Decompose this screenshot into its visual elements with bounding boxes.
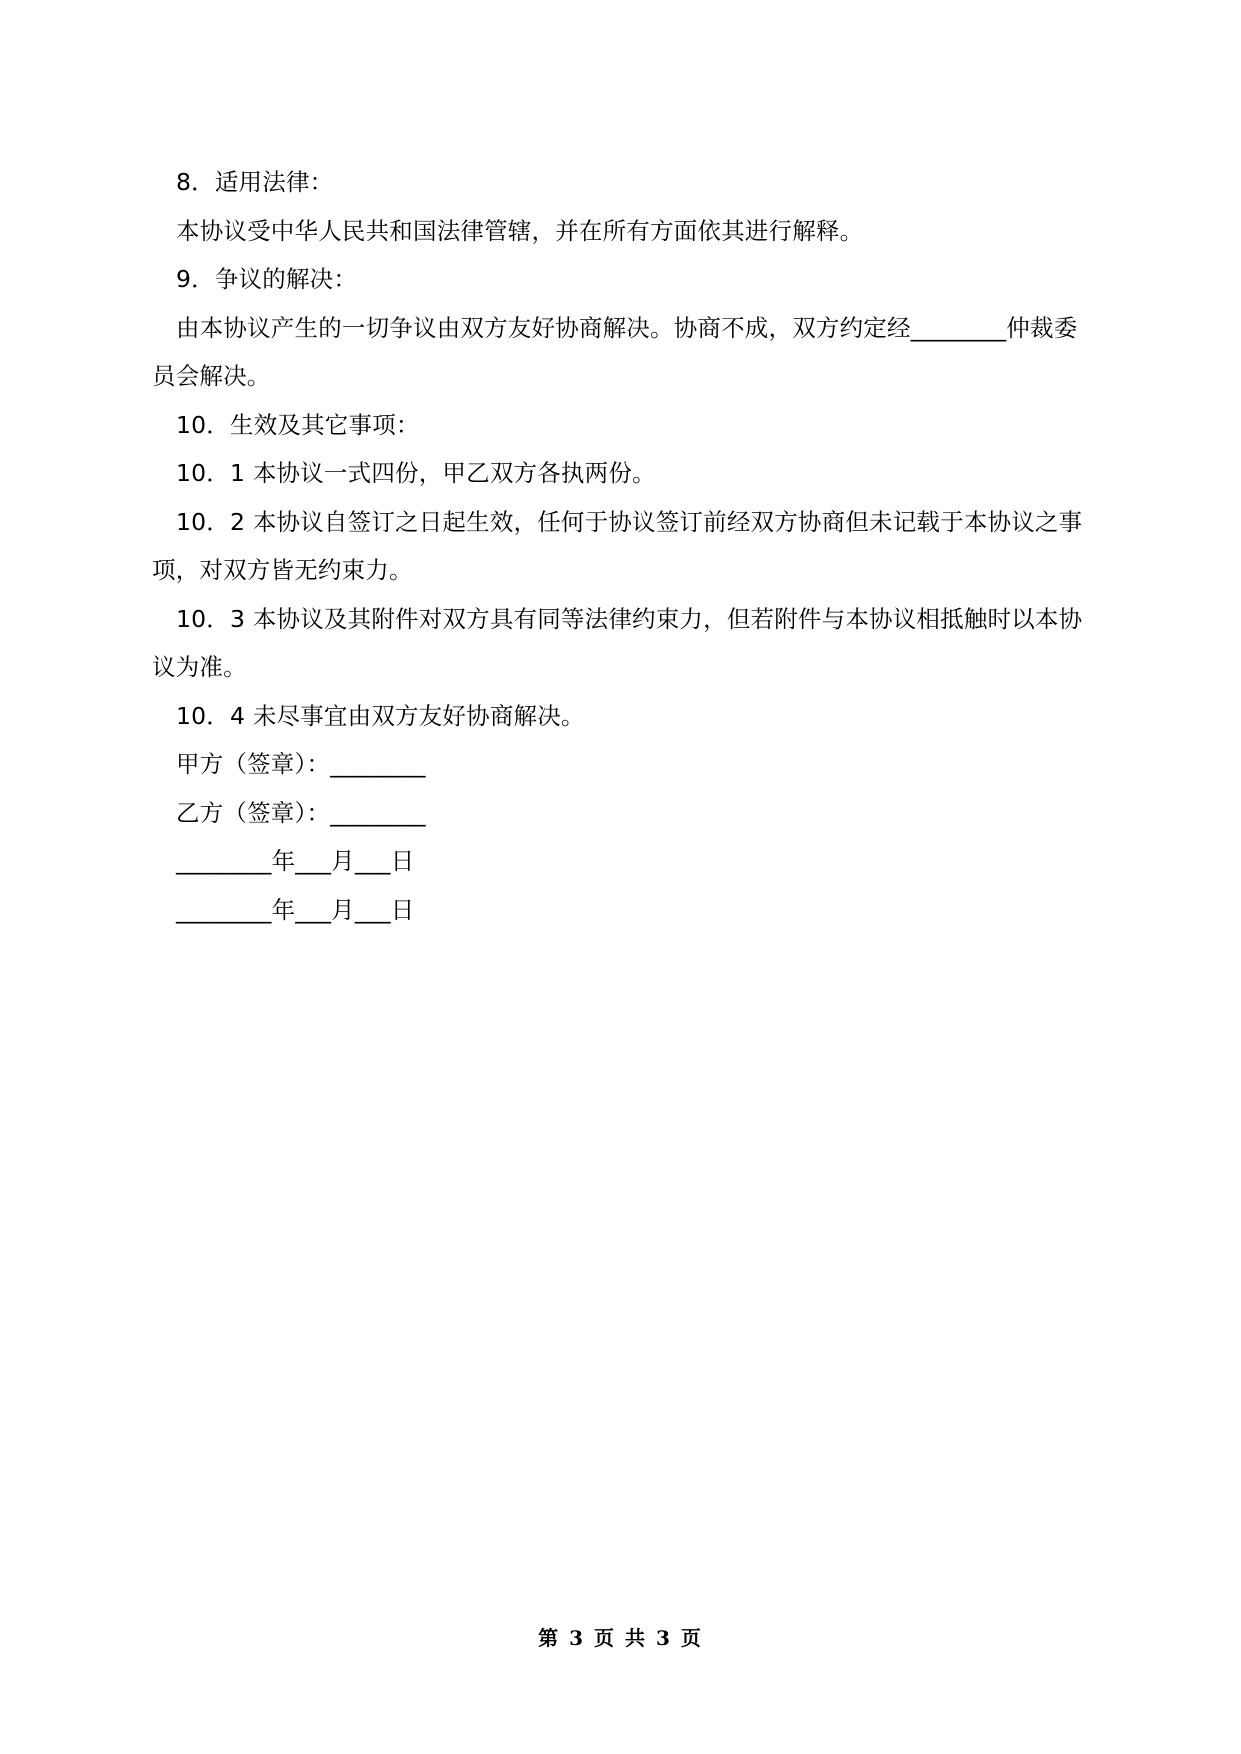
document-body: [152, 158, 1092, 934]
clause-10-4: 10．4 未尽事宜由双方友好协商解决。: [176, 701, 585, 730]
clause-10-2: 10．2 本协议自签订之日起生效，任何于协议签订前经双方协商但未记载于本协议之事项，对双方皆无约束力。: [152, 507, 1083, 584]
party-a-signature-line: 甲方（签章）：________: [176, 750, 426, 778]
clause-8-heading: 8．适用法律：: [176, 168, 334, 196]
clause-10-3: 10．3 本协议及其附件对双方具有同等法律约束力，但若附件与本协议相抵触时以本协议为准。: [152, 604, 1083, 681]
clause-9-heading: 9．争议的解决：: [176, 265, 358, 293]
party-a-date-line: ________年___月___日: [176, 847, 415, 875]
page-number-footer: 第 3 页 共 3 页: [538, 1626, 703, 1650]
clause-8-text: 本协议受中华人民共和国法律管辖，并在所有方面依其进行解释。: [176, 216, 864, 245]
party-b-signature-line: 乙方（签章）：________: [176, 798, 426, 827]
party-b-date-line: ________年___月___日: [176, 895, 415, 924]
clause-9-text: 由本协议产生的一切争议由双方友好协商解决。协商不成，双方约定经________仲裁委员会解决。: [152, 313, 1078, 390]
clause-10-1: 10．1 本协议一式四份，甲乙双方各执两份。: [176, 459, 656, 487]
clause-10-heading: 10．生效及其它事项：: [176, 410, 420, 439]
